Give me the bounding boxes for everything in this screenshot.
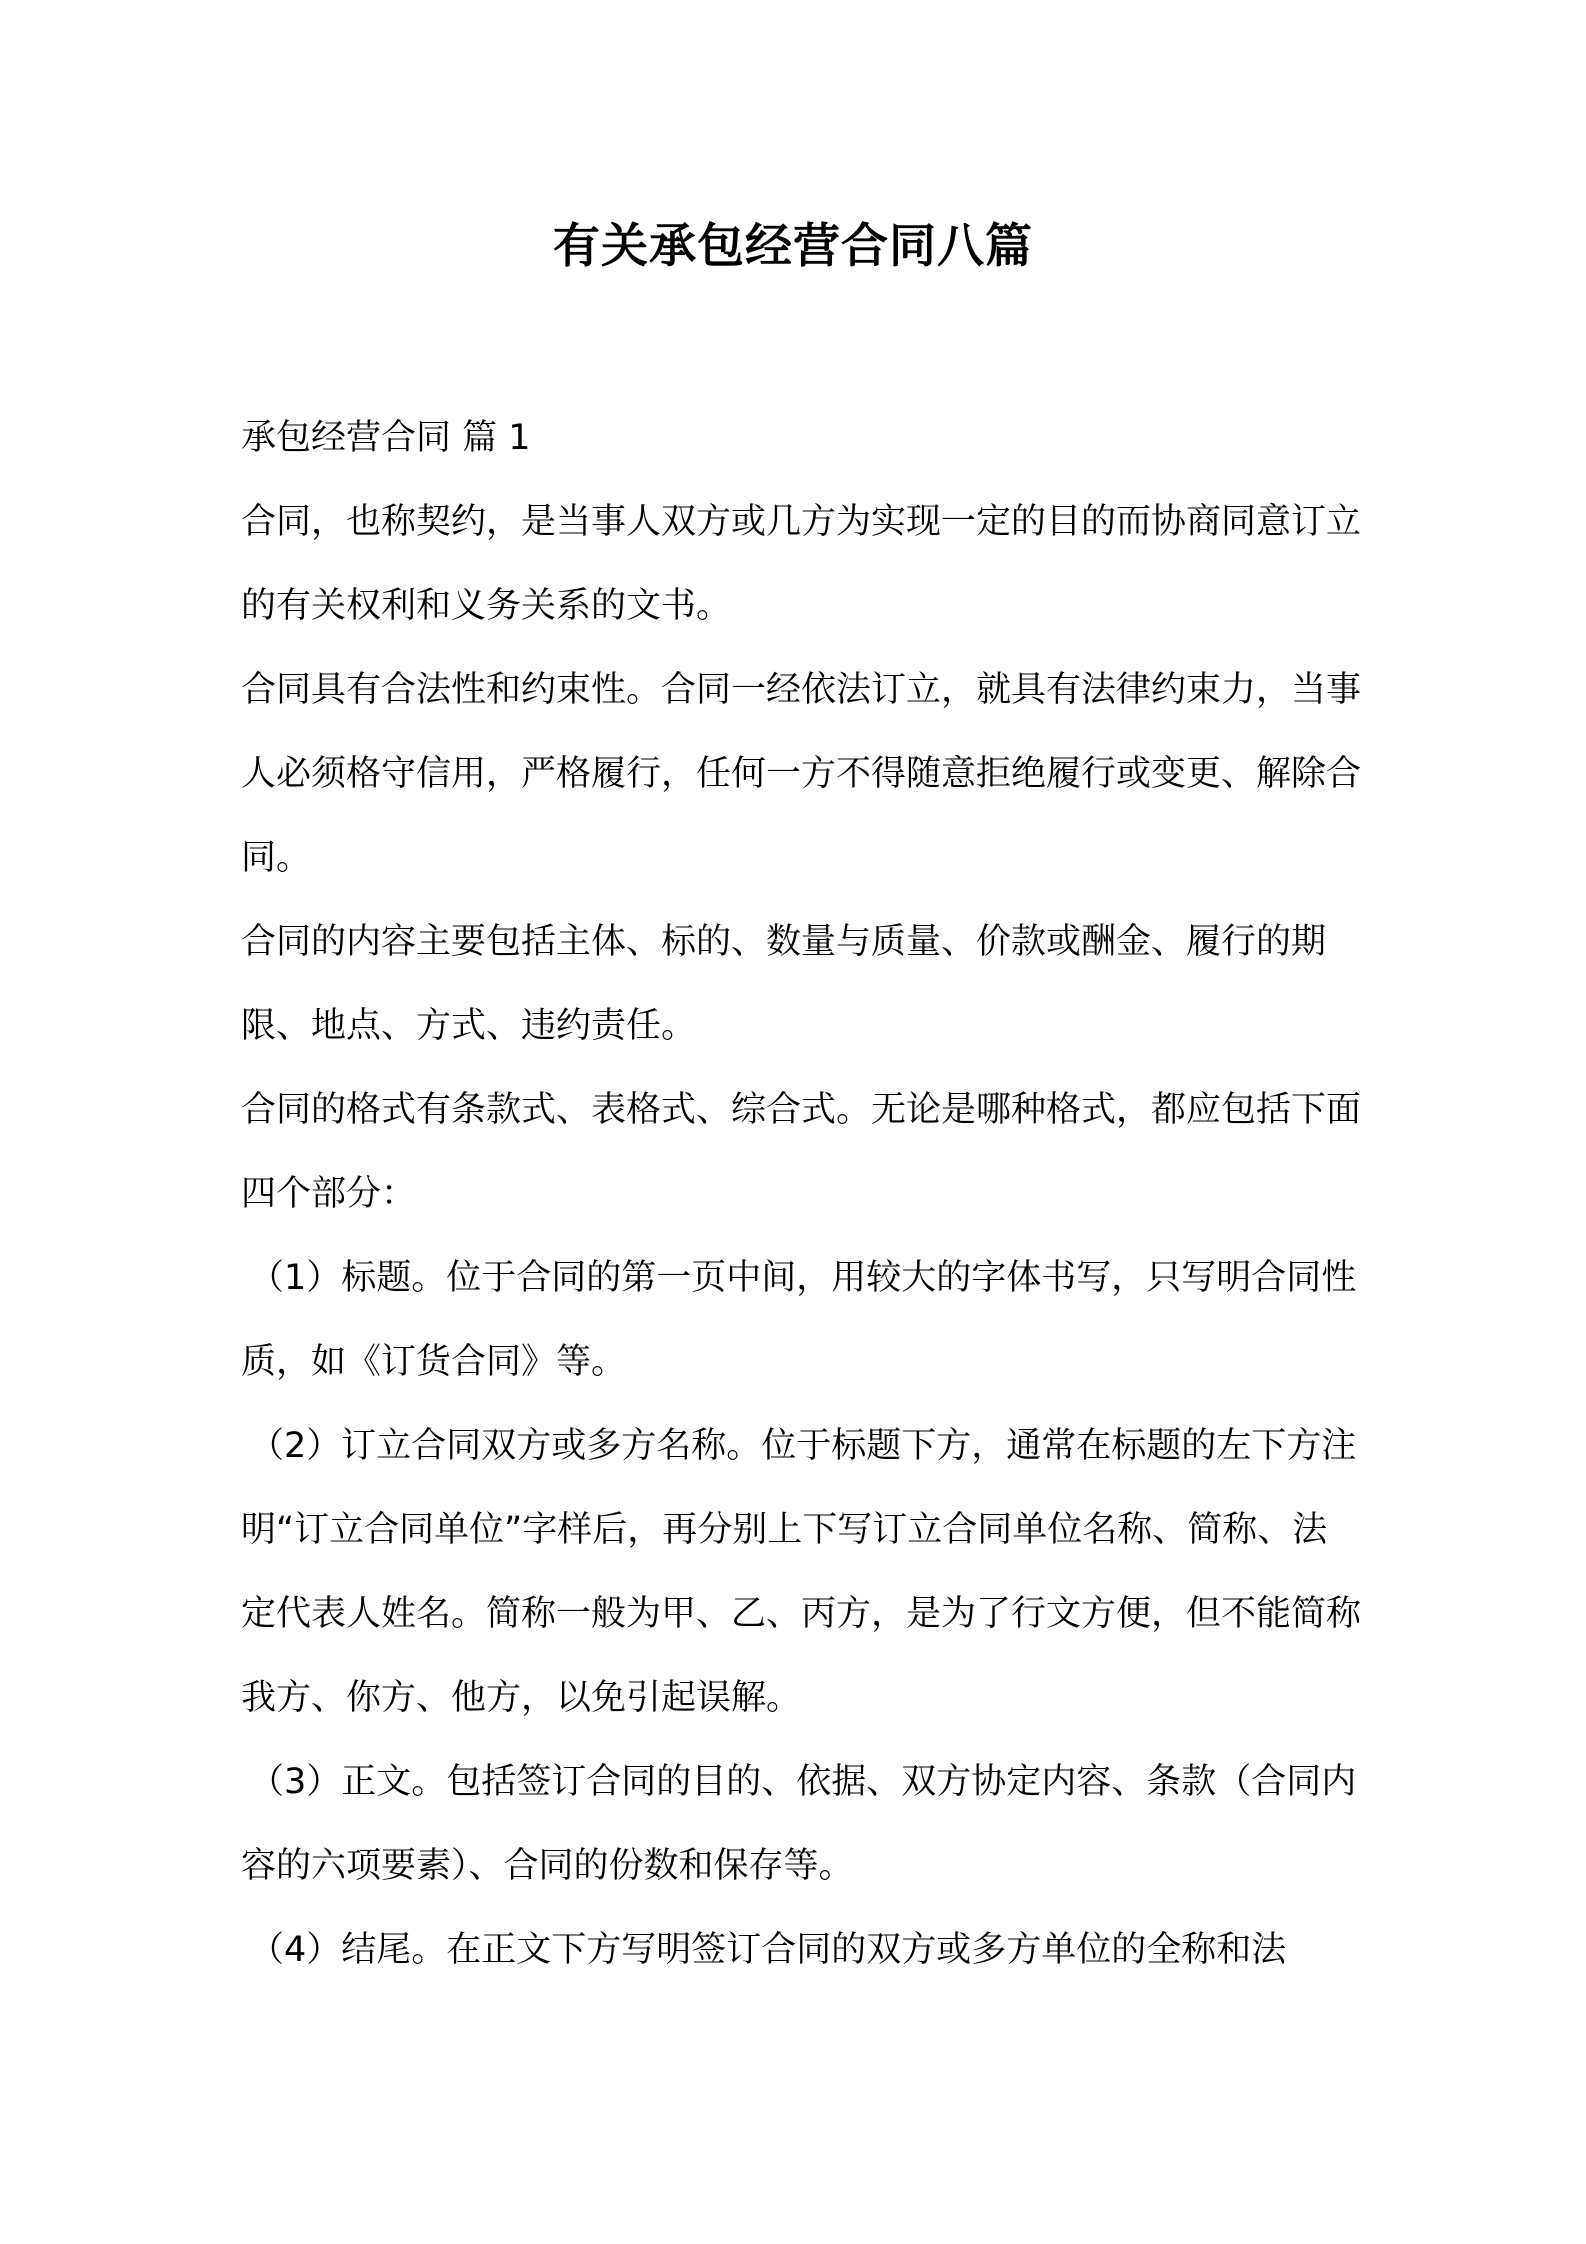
paragraph-content: 合同的内容主要包括主体、标的、数量与质量、价款或酬金、履行的期限、地点、方式、违约责任。 (241, 922, 1327, 1046)
section-heading: 承包经营合同 篇 1 (241, 418, 531, 458)
paragraph-format: 合同的格式有条款式、表格式、综合式。无论是哪种格式，都应包括下面四个部分： (241, 1090, 1362, 1214)
paragraph-item-ending: （4）结尾。在正文下方写明签订合同的双方或多方单位的全称和法 (249, 1930, 1287, 1970)
paragraph-item-title: （1）标题。位于合同的第一页中间，用较大的字体书写，只写明合同性质，如《订货合同》等。 (241, 1258, 1357, 1382)
paragraph-item-body: （3）正文。包括签订合同的目的、依据、双方协定内容、条款（合同内容的六项要素）、合同的份数和保存等。 (241, 1762, 1357, 1886)
paragraph-legality: 合同具有合法性和约束性。合同一经依法订立，就具有法律约束力，当事人必须格守信用，严格履行，任何一方不得随意拒绝履行或变更、解除合同。 (241, 670, 1362, 878)
paragraph-definition: 合同，也称契约，是当事人双方或几方为实现一定的目的而协商同意订立的有关权利和义务关系的文书。 (241, 502, 1362, 626)
paragraph-item-parties: （2）订立合同双方或多方名称。位于标题下方，通常在标题的左下方注明“订立合同单位”字样后，再分别上下写订立合同单位名称、简称、法定代表人姓名。简称一般为甲、乙、丙方，是为了行文方便，但不能简称我方、你方、他方，以免引起误解。 (241, 1426, 1362, 1718)
document-title: 有关承包经营合同八篇 (553, 219, 1033, 274)
document-body (241, 396, 1361, 1992)
